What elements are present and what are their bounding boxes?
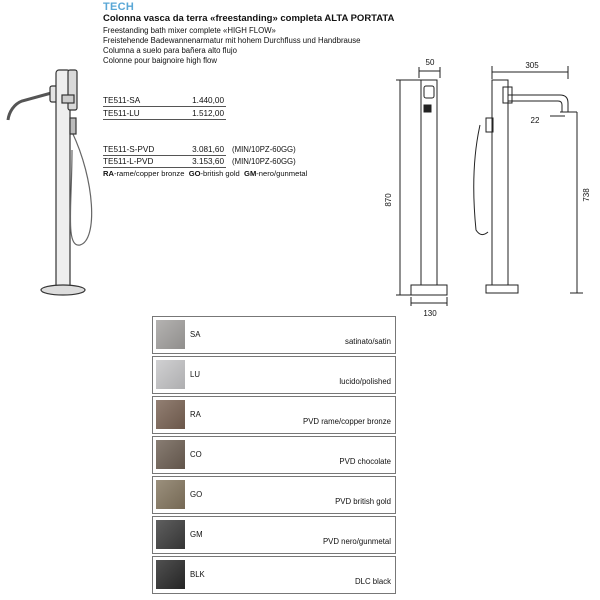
dim-spout-drop: 22 xyxy=(530,116,540,125)
price-value-1: 1.440,00 xyxy=(192,96,224,105)
finish-row xyxy=(152,476,396,514)
price-code-4: TE511-L-PVD xyxy=(103,157,154,166)
finish-color-chip xyxy=(156,400,185,429)
product-title: Colonna vasca da terra «freestanding» completa ALTA PORTATA xyxy=(103,13,395,24)
dim-base-width: 130 xyxy=(423,309,437,318)
finish-name: PVD british gold xyxy=(335,497,391,506)
finish-row xyxy=(152,356,396,394)
finish-row xyxy=(152,556,396,594)
finish-code: SA xyxy=(190,330,201,339)
brand-label: TECH xyxy=(103,1,135,13)
price-code-2: TE511-LU xyxy=(103,109,140,118)
finish-row xyxy=(152,516,396,554)
finish-color-chip xyxy=(156,320,185,349)
dim-height-total: 870 xyxy=(384,193,393,207)
dim-reach: 305 xyxy=(525,61,539,70)
finish-color-chip xyxy=(156,440,185,469)
finish-name: lucido/polished xyxy=(339,377,391,386)
description-de: Freistehende Badewannenarmatur mit hohem Durchfluss und Handbrause xyxy=(103,36,361,45)
legend-abbr-go: GO xyxy=(188,169,201,178)
front-view xyxy=(396,67,447,306)
finish-code: GO xyxy=(190,490,203,499)
mixer-illustration xyxy=(8,70,92,295)
legend-abbr-gm: GM xyxy=(244,169,257,178)
finish-name: DLC black xyxy=(355,577,391,586)
legend-text-gm: -nero/gunmetal xyxy=(256,169,308,178)
finish-row xyxy=(152,436,396,474)
finish-color-chip xyxy=(156,360,185,389)
finish-color-chip xyxy=(156,560,185,589)
finish-code: CO xyxy=(190,450,202,459)
finish-code: LU xyxy=(190,370,200,379)
legend-abbr-ra: RA xyxy=(103,169,114,178)
price-value-3: 3.081,60 xyxy=(192,145,224,154)
finish-name: PVD chocolate xyxy=(339,457,391,466)
finish-code: BLK xyxy=(190,570,205,579)
finish-name: satinato/satin xyxy=(345,337,391,346)
price-code-1: TE511-SA xyxy=(103,96,141,105)
description-es: Columna a suelo para bañera alto flujo xyxy=(103,46,237,55)
dim-top-width: 50 xyxy=(425,58,435,67)
side-view xyxy=(474,66,583,293)
price-value-4: 3.153,60 xyxy=(192,157,224,166)
legend-text-ra: -rame/copper bronze xyxy=(113,169,185,178)
description-fr: Colonne pour baignoire high flow xyxy=(103,56,217,65)
finish-code: GM xyxy=(190,530,203,539)
price-note-3: (MIN/10PZ-60GG) xyxy=(232,145,296,154)
finish-name: PVD rame/copper bronze xyxy=(303,417,391,426)
finish-row xyxy=(152,316,396,354)
price-code-3: TE511-S-PVD xyxy=(103,145,155,154)
description-en: Freestanding bath mixer complete «HIGH FLOW» xyxy=(103,26,276,35)
dim-spout-height: 738 xyxy=(582,188,591,202)
price-note-4: (MIN/10PZ-60GG) xyxy=(232,157,296,166)
legend-text-go: -british gold xyxy=(200,169,240,178)
finish-color-chip xyxy=(156,480,185,509)
price-value-2: 1.512,00 xyxy=(192,109,224,118)
finish-code: RA xyxy=(190,410,201,419)
finish-name: PVD nero/gunmetal xyxy=(322,537,391,546)
finish-color-chip xyxy=(156,520,185,549)
finish-row xyxy=(152,396,396,434)
